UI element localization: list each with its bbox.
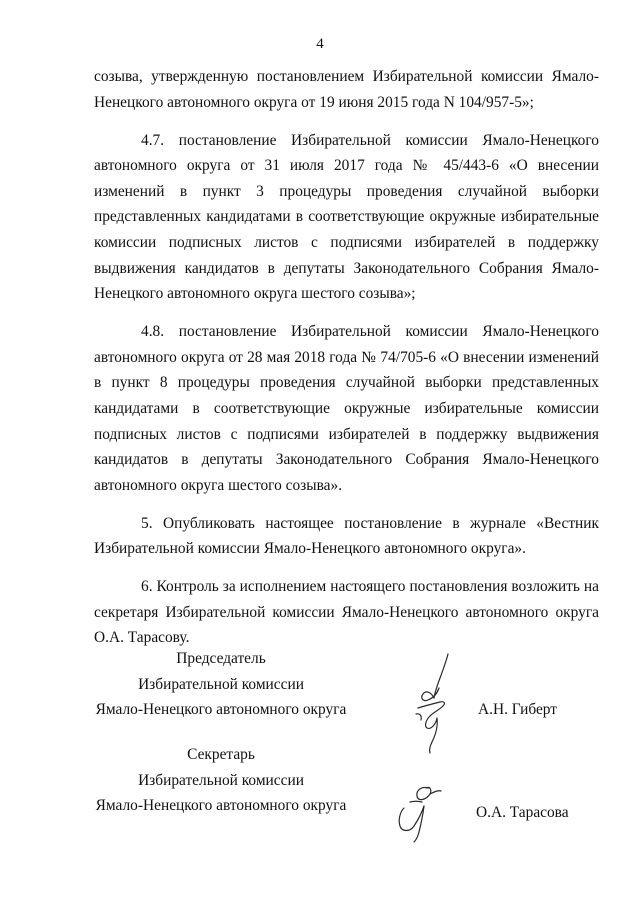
chairman-title-line: Ямало-Ненецкого автономного округа	[95, 701, 347, 719]
secretary-title-line: Избирательной комиссии	[138, 771, 304, 789]
chairman-handwritten-signature	[396, 650, 462, 756]
secretary-title	[94, 742, 348, 819]
paragraph-5: 5. Опубликовать настоящее постановление в журнале «Вестник Избирательной комиссии Ямало-Ненецкого автономного округа».	[94, 514, 599, 558]
paragraph-6: 6. Контроль за исполнением настоящего постановления возложить на секретаря Избирательной комиссии Ямало-Ненецкого автономного округа О.А. Тарасову.	[94, 578, 599, 647]
page-number: 4	[316, 36, 324, 52]
secretary-title-line: Ямало-Ненецкого автономного округа	[95, 797, 347, 815]
chairman-title-line: Председатель	[176, 650, 266, 667]
paragraph-4-8: 4.8. постановление Избирательной комиссии Ямало-Ненецкого автономного округа от 28 мая 2018 года № 74/705-6 «О внесении изменений в пункт 8 процедуры проведения случайной выборки представленных кандидатами в соответствующие окружные избирательные комиссии подписных листов с подписями избирателей в поддержку выдвижения кандидатов в депутаты Законодательного Собрания Ямало-Ненецкого автономного округа шестого созыва».	[94, 323, 599, 494]
chairman-title	[94, 646, 348, 723]
chairman-signature-block	[0, 646, 640, 756]
secretary-name: О.А. Тарасова	[476, 804, 569, 821]
secretary-signature-block	[0, 742, 640, 852]
document-body	[94, 64, 599, 663]
secretary-handwritten-signature	[388, 782, 450, 844]
secretary-title-line: Секретарь	[187, 746, 255, 763]
chairman-name: А.Н. Гиберт	[478, 701, 557, 718]
paragraph-4-7: 4.7. постановление Избирательной комиссии Ямало-Ненецкого автономного округа от 31 июля 2017 года № 45/443-6 «О внесении изменений в пункт 3 процедуры проведения случайной выборки представленных кандидатами в соответствующие окружные избирательные комиссии подписных листов с подписями избирателей в поддержку выдвижения кандидатов в депутаты Законодательного Собрания Ямало-Ненецкого автономного округа шестого созыва»;	[94, 131, 599, 303]
chairman-title-line: Избирательной комиссии	[138, 675, 304, 693]
paragraph-continuation: созыва, утвержденную постановлением Избирательной комиссии Ямало-Ненецкого автономного округа от 19 июня 2015 года N 104/957-5»;	[94, 68, 599, 111]
